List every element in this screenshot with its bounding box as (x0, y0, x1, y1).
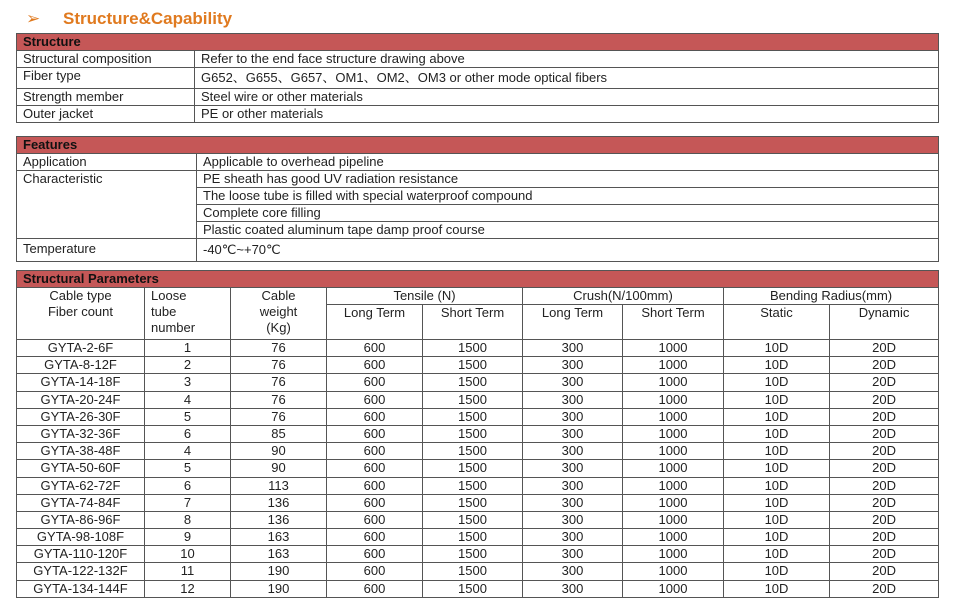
table-row (17, 563, 939, 580)
table-row (17, 425, 939, 442)
table-row (17, 494, 939, 511)
cell-tensile-long: 600 (327, 546, 423, 563)
table-row (17, 546, 939, 563)
cell-bending-dynamic: 20D (830, 374, 939, 391)
application-value: Applicable to overhead pipeline (197, 154, 939, 171)
cell-crush-short: 1000 (623, 425, 724, 442)
cell-tensile-short: 1500 (423, 391, 523, 408)
header-weight-line: weight (259, 304, 298, 319)
cell-bending-dynamic: 20D (830, 477, 939, 494)
application-label: Application (17, 154, 197, 171)
table-row (17, 171, 939, 188)
cell-tensile-short: 1500 (423, 511, 523, 528)
cell-tensile-short: 1500 (423, 340, 523, 357)
cell-cable-type: GYTA-2-6F (17, 340, 145, 357)
cell-bending-static: 10D (724, 529, 830, 546)
cell-crush-short: 1000 (623, 443, 724, 460)
cell-cable-weight: 90 (231, 443, 327, 460)
section-title: Structure&Capability (63, 9, 233, 28)
table-row (17, 477, 939, 494)
section-heading (26, 7, 232, 31)
cell-tensile-long: 600 (327, 425, 423, 442)
cell-bending-static: 10D (724, 460, 830, 477)
cell-cable-type: GYTA-14-18F (17, 374, 145, 391)
cell-crush-long: 300 (523, 391, 623, 408)
table-row (17, 511, 939, 528)
features-title: Features (17, 137, 939, 154)
cell-tensile-long: 600 (327, 563, 423, 580)
cell-bending-static: 10D (724, 477, 830, 494)
cell-tensile-short: 1500 (423, 580, 523, 597)
cell-crush-long: 300 (523, 494, 623, 511)
cell-crush-short: 1000 (623, 529, 724, 546)
cell-bending-dynamic: 20D (830, 443, 939, 460)
cell-bending-dynamic: 20D (830, 425, 939, 442)
cell-bending-dynamic: 20D (830, 529, 939, 546)
header-crush-short: Short Term (623, 305, 724, 340)
header-cable-type-line: Cable type (49, 288, 112, 303)
cell-loose-tube: 10 (145, 546, 231, 563)
cell-bending-static: 10D (724, 494, 830, 511)
cell-loose-tube: 3 (145, 374, 231, 391)
table-row (17, 374, 939, 391)
table-row (17, 51, 939, 68)
table-row (17, 239, 939, 262)
arrow-bullet-icon: ➢ (26, 9, 41, 29)
cell-bending-static: 10D (724, 563, 830, 580)
cell-bending-static: 10D (724, 391, 830, 408)
cell-bending-dynamic: 20D (830, 408, 939, 425)
cell-crush-short: 1000 (623, 563, 724, 580)
header-row (17, 288, 939, 305)
table-row (17, 460, 939, 477)
cell-crush-long: 300 (523, 425, 623, 442)
cell-cable-weight: 190 (231, 563, 327, 580)
cell-cable-weight: 85 (231, 425, 327, 442)
cell-tensile-short: 1500 (423, 443, 523, 460)
header-crush: Crush(N/100mm) (523, 288, 724, 305)
table-row (17, 106, 939, 123)
table-row (17, 443, 939, 460)
header-kg-line: (Kg) (266, 320, 291, 335)
table-row (17, 89, 939, 106)
cell-loose-tube: 4 (145, 443, 231, 460)
cell-loose-tube: 5 (145, 408, 231, 425)
characteristic-value: The loose tube is filled with special waterproof compound (197, 188, 939, 205)
header-tensile: Tensile (N) (327, 288, 523, 305)
cell-bending-dynamic: 20D (830, 511, 939, 528)
parameters-title: Structural Parameters (17, 271, 939, 288)
cell-crush-long: 300 (523, 357, 623, 374)
cell-crush-short: 1000 (623, 391, 724, 408)
cell-cable-type: GYTA-20-24F (17, 391, 145, 408)
cell-cable-weight: 136 (231, 494, 327, 511)
cell-bending-static: 10D (724, 546, 830, 563)
structure-table (16, 33, 939, 123)
cell-loose-tube: 6 (145, 425, 231, 442)
cell-bending-dynamic: 20D (830, 494, 939, 511)
cell-crush-short: 1000 (623, 477, 724, 494)
table-row (17, 357, 939, 374)
temperature-value: -40℃~+70℃ (197, 239, 939, 262)
cell-crush-long: 300 (523, 443, 623, 460)
cell-loose-tube: 11 (145, 563, 231, 580)
cell-crush-long: 300 (523, 460, 623, 477)
table-row (17, 154, 939, 171)
cell-bending-static: 10D (724, 580, 830, 597)
header-cable-weight (231, 288, 327, 340)
cell-cable-weight: 76 (231, 340, 327, 357)
cell-cable-type: GYTA-50-60F (17, 460, 145, 477)
cell-bending-dynamic: 20D (830, 340, 939, 357)
cell-cable-weight: 113 (231, 477, 327, 494)
header-tensile-long: Long Term (327, 305, 423, 340)
cell-bending-static: 10D (724, 374, 830, 391)
cell-crush-short: 1000 (623, 494, 724, 511)
parameters-body (17, 340, 939, 598)
header-tube-line: tube (151, 304, 177, 319)
table-row (17, 68, 939, 89)
cell-crush-long: 300 (523, 340, 623, 357)
header-fiber-count-line: Fiber count (47, 304, 114, 319)
characteristic-value: PE sheath has good UV radiation resistance (197, 171, 939, 188)
cell-cable-type: GYTA-32-36F (17, 425, 145, 442)
header-static: Static (724, 305, 830, 340)
cell-bending-static: 10D (724, 340, 830, 357)
cell-tensile-long: 600 (327, 511, 423, 528)
row-value: G652、G655、G657、OM1、OM2、OM3 or other mode optical fibers (195, 68, 939, 89)
cell-crush-long: 300 (523, 408, 623, 425)
cell-loose-tube: 12 (145, 580, 231, 597)
cell-crush-short: 1000 (623, 580, 724, 597)
cell-bending-static: 10D (724, 408, 830, 425)
row-label: Outer jacket (17, 106, 195, 123)
cell-cable-type: GYTA-26-30F (17, 408, 145, 425)
cell-cable-weight: 190 (231, 580, 327, 597)
cell-cable-type: GYTA-98-108F (17, 529, 145, 546)
cell-tensile-short: 1500 (423, 425, 523, 442)
structure-title: Structure (17, 34, 939, 51)
header-number-line: number (151, 320, 196, 335)
cell-tensile-short: 1500 (423, 460, 523, 477)
cell-cable-type: GYTA-134-144F (17, 580, 145, 597)
cell-loose-tube: 5 (145, 460, 231, 477)
header-cable-type (17, 288, 145, 340)
cell-cable-weight: 90 (231, 460, 327, 477)
row-label: Strength member (17, 89, 195, 106)
cell-loose-tube: 7 (145, 494, 231, 511)
cell-crush-long: 300 (523, 563, 623, 580)
cell-tensile-long: 600 (327, 494, 423, 511)
cell-crush-short: 1000 (623, 408, 724, 425)
cell-bending-dynamic: 20D (830, 391, 939, 408)
cell-bending-dynamic: 20D (830, 580, 939, 597)
header-cable-line: Cable (261, 288, 296, 303)
cell-tensile-long: 600 (327, 460, 423, 477)
cell-tensile-long: 600 (327, 529, 423, 546)
cell-loose-tube: 9 (145, 529, 231, 546)
cell-cable-type: GYTA-62-72F (17, 477, 145, 494)
row-value: Refer to the end face structure drawing above (195, 51, 939, 68)
temperature-label: Temperature (17, 239, 197, 262)
table-row (17, 408, 939, 425)
cell-cable-type: GYTA-110-120F (17, 546, 145, 563)
cell-crush-short: 1000 (623, 357, 724, 374)
cell-crush-short: 1000 (623, 374, 724, 391)
cell-crush-short: 1000 (623, 546, 724, 563)
header-tensile-short: Short Term (423, 305, 523, 340)
cell-tensile-long: 600 (327, 443, 423, 460)
cell-crush-short: 1000 (623, 340, 724, 357)
cell-tensile-long: 600 (327, 391, 423, 408)
characteristic-value: Plastic coated aluminum tape damp proof course (197, 222, 939, 239)
cell-tensile-long: 600 (327, 408, 423, 425)
characteristic-label: Characteristic (17, 171, 197, 239)
table-row (17, 391, 939, 408)
header-dynamic: Dynamic (830, 305, 939, 340)
header-loose-tube (145, 288, 231, 340)
cell-tensile-short: 1500 (423, 408, 523, 425)
cell-cable-weight: 76 (231, 374, 327, 391)
header-bending: Bending Radius(mm) (724, 288, 939, 305)
cell-loose-tube: 1 (145, 340, 231, 357)
cell-cable-type: GYTA-122-132F (17, 563, 145, 580)
cell-cable-weight: 163 (231, 529, 327, 546)
cell-tensile-long: 600 (327, 477, 423, 494)
row-label: Fiber type (17, 68, 195, 89)
cell-tensile-short: 1500 (423, 374, 523, 391)
cell-tensile-long: 600 (327, 357, 423, 374)
cell-crush-long: 300 (523, 477, 623, 494)
cell-crush-long: 300 (523, 580, 623, 597)
cell-crush-short: 1000 (623, 511, 724, 528)
cell-crush-long: 300 (523, 546, 623, 563)
cell-loose-tube: 8 (145, 511, 231, 528)
cell-tensile-long: 600 (327, 374, 423, 391)
cell-crush-long: 300 (523, 529, 623, 546)
cell-crush-short: 1000 (623, 460, 724, 477)
header-crush-long: Long Term (523, 305, 623, 340)
cell-crush-long: 300 (523, 511, 623, 528)
row-label: Structural composition (17, 51, 195, 68)
cell-cable-weight: 76 (231, 408, 327, 425)
cell-loose-tube: 2 (145, 357, 231, 374)
characteristic-value: Complete core filling (197, 205, 939, 222)
cell-cable-type: GYTA-38-48F (17, 443, 145, 460)
cell-bending-static: 10D (724, 443, 830, 460)
header-loose-line: Loose (151, 288, 187, 303)
cell-bending-dynamic: 20D (830, 460, 939, 477)
cell-cable-weight: 76 (231, 391, 327, 408)
cell-tensile-short: 1500 (423, 529, 523, 546)
cell-cable-weight: 163 (231, 546, 327, 563)
cell-cable-type: GYTA-86-96F (17, 511, 145, 528)
cell-tensile-short: 1500 (423, 357, 523, 374)
cell-loose-tube: 4 (145, 391, 231, 408)
cell-bending-dynamic: 20D (830, 563, 939, 580)
table-row (17, 340, 939, 357)
cell-tensile-short: 1500 (423, 546, 523, 563)
cell-bending-static: 10D (724, 357, 830, 374)
table-row (17, 580, 939, 597)
cell-tensile-long: 600 (327, 580, 423, 597)
cell-cable-weight: 136 (231, 511, 327, 528)
cell-bending-dynamic: 20D (830, 546, 939, 563)
cell-cable-weight: 76 (231, 357, 327, 374)
cell-bending-dynamic: 20D (830, 357, 939, 374)
cell-tensile-short: 1500 (423, 563, 523, 580)
cell-tensile-short: 1500 (423, 494, 523, 511)
cell-tensile-short: 1500 (423, 477, 523, 494)
cell-cable-type: GYTA-8-12F (17, 357, 145, 374)
table-row (17, 529, 939, 546)
row-value: PE or other materials (195, 106, 939, 123)
cell-crush-long: 300 (523, 374, 623, 391)
features-table (16, 136, 939, 262)
cell-loose-tube: 6 (145, 477, 231, 494)
row-value: Steel wire or other materials (195, 89, 939, 106)
cell-bending-static: 10D (724, 425, 830, 442)
cell-cable-type: GYTA-74-84F (17, 494, 145, 511)
cell-tensile-long: 600 (327, 340, 423, 357)
cell-bending-static: 10D (724, 511, 830, 528)
parameters-table (16, 270, 939, 598)
